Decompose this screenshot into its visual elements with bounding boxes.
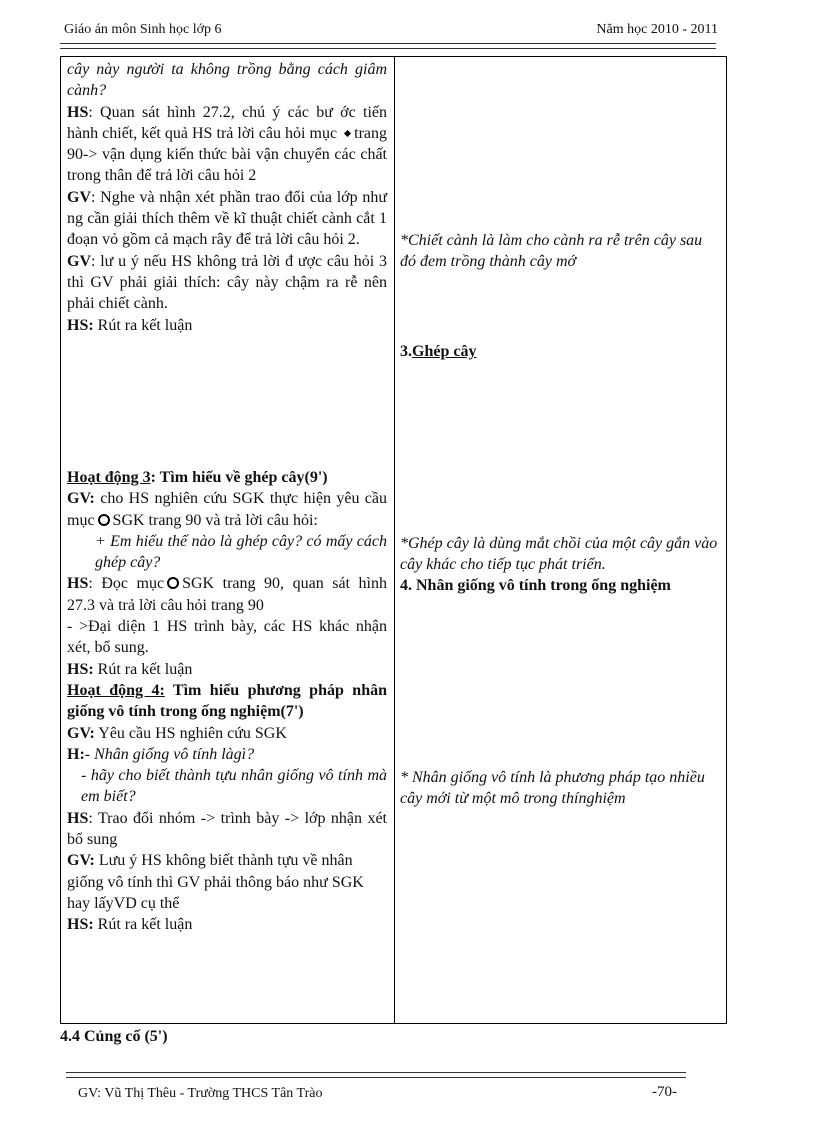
circle-icon [98,514,110,526]
activity-4-title: Hoạt động 4: [67,681,165,699]
gv-text: : Nghe và nhận xét phần trao đổi của lớp như ng cần giải thích thêm về kĩ thuật chiết cành cắt 1 đoạn vỏ gồm cả mạch rây để trả lời câu hỏi 2. [67,188,387,249]
activity-3-heading [67,467,387,488]
gv-label: GV [67,188,91,206]
ghep-definition: *Ghép cây là dùng mắt chồi của một cây gắn vào cây khác cho tiếp tục phát triển. [400,535,718,574]
chiet-definition: *Chiết cành là làm cho cành ra rễ trên cây sau đó đem trồng thành cây mớ [400,232,703,271]
column-divider [394,57,395,1023]
hs-report: - >Đại diện 1 HS trình bày, các HS khác nhận xét, bổ sung. [67,618,387,657]
circle-icon [167,577,179,589]
activity-3-rest: : Tìm hiểu về ghép cây(9') [150,469,328,486]
h-label: H: [67,745,85,763]
hs-label: HS: [67,660,94,678]
header-left: Giáo án môn Sinh học lớp 6 [64,22,222,37]
gv-paragraph-1 [67,187,387,251]
question-text: cây này người ta không trồng bằng cách giâm cành? [67,61,387,100]
nhan-giong-heading: 4. Nhân giống vô tính trong ống nghiệm [400,577,671,594]
left-block-1 [67,59,387,336]
header-right: Năm học 2010 - 2011 [596,22,718,37]
footer-rule [66,1072,686,1078]
left-block-2 [67,467,387,936]
hs-text: Rút ra kết luận [93,660,193,678]
hs-label: HS: [67,316,94,334]
hs-text: : Quan sát hình 27.2, chú ý các bư ớc tiến hành chiết, kết quả HS trả lời câu hỏi mục [67,103,387,142]
ghep-title: Ghép cây [412,343,477,360]
hs-label: HS: [67,916,94,934]
hs-paragraph-3 [67,573,387,616]
activity-4-heading [67,680,387,723]
bullet-icon [344,130,351,137]
hs-text: : Đọc mục [88,575,165,593]
header-rule [60,43,716,49]
gv-label: GV: [67,490,95,508]
question-ghep: + Em hiểu thế nào là ghép cây? có mấy cách ghép cây? [95,532,387,572]
gv-paragraph-4 [67,723,387,744]
question-h [67,744,387,765]
hs-paragraph-4 [67,659,387,680]
hs-paragraph-6 [67,914,387,935]
gv-label: GV: [67,724,95,742]
page-number: -70- [652,1084,677,1100]
gv-text-cont: SGK trang 90 và trả lời câu hỏi: [112,511,318,529]
hs-text: : Trao đổi nhóm -> trình bày -> lớp nhận xét bổ sung [67,809,387,849]
gv-text: cho HS nghiên cứu SGK thực hiện yêu cầu mục [67,490,387,529]
gv-paragraph-5 [67,850,387,914]
hs-label: HS [67,809,89,827]
nhan-giong-definition: * Nhân giống vô tính là phương pháp tạo nhiều cây mới từ một mô trong thínghiệm [400,769,705,808]
gv-label: GV [67,252,91,270]
hs-text: Rút ra kết luận [93,916,193,934]
gv-text: : lư u ý nếu HS không trả lời đ ược câu hỏi 3 thì GV phải giải thích: cây này chậm ra rễ nên phải chiết cành. [67,252,387,313]
activity-3-title: Hoạt động 3 [67,469,151,486]
hs-paragraph-5 [67,808,387,851]
section-heading: 4.4 Củng cố (5') [60,1028,168,1045]
activity-4-rest: Tìm hiểu phương pháp nhân giống vô tính trong ống nghiệm(7') [67,681,388,721]
hs-text-cont: SGK trang 90, quan sát hình 27.3 và trả lời câu hỏi trang 90 [67,575,387,614]
question-h-2: - hãy cho biết thành tựu nhân giống vô tính mà em biết? [81,767,387,806]
gv-label: GV: [67,852,95,870]
ghep-number: 3. [400,343,412,360]
hs-paragraph-1 [67,102,387,187]
ghep-heading [400,341,722,362]
gv-text: Yêu cầu HS nghiên cứu SGK [94,724,287,742]
lesson-table [60,56,727,1024]
gv-paragraph-2 [67,251,387,315]
hs-text-cont: trang 90-> vận dụng kiến thức bài vận chuyển các chất trong thân để trả lời câu hỏi 2 [67,124,388,185]
footer-author: GV: Vũ Thị Thêu - Trường THCS Tân Trào [78,1086,323,1101]
gv-paragraph-3 [67,488,387,531]
h-text: - Nhân giống vô tính làgì? [84,745,255,763]
hs-paragraph-2 [67,315,387,336]
hs-label: HS [67,575,89,593]
hs-label: HS [67,103,89,121]
hs-text: Rút ra kết luận [93,316,193,334]
gv-text: Lưu ý HS không biết thành tựu về nhân giống vô tính thì GV phải thông báo như SGK hay lấyVD cụ thể [67,852,364,912]
